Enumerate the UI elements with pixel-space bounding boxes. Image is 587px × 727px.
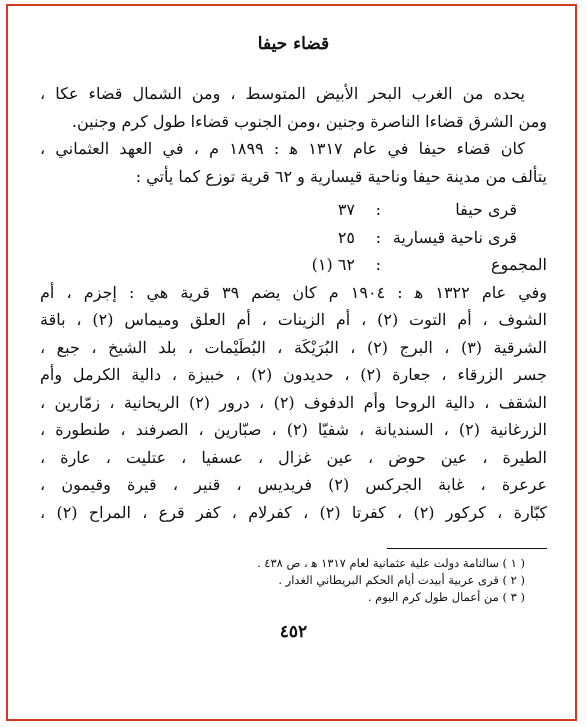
table-row-label: قرى حيفا <box>455 200 517 219</box>
table-total-value: ٦٢ (١) <box>311 255 355 274</box>
table-row-value: ٢٥ <box>337 227 355 247</box>
village-count-table <box>40 196 547 279</box>
table-row <box>40 224 547 252</box>
paragraph-3-line-7: الطيرة ، عين حوض ، عين غزال ، عسفيا ، عتليت ، عارة ، <box>40 447 547 467</box>
document-page <box>40 34 547 642</box>
paragraph-3-line-6: الزرغانية (٢) ، السنديانة ، شفيّا (٢) ، صبّارين ، الصرفند ، طنطورة ، <box>40 420 547 439</box>
table-total-row <box>40 251 547 279</box>
paragraph-1-line-1: يحده من الغرب البحر الأبيض المتوسط ، ومن الشمال قضاء عكا ، <box>40 84 525 103</box>
table-total-label: المجموع <box>491 255 547 274</box>
paragraph-1-line-2: ومن الشرق قضاءا الناصرة وجنين ،ومن الجنوب قضاءا طول كرم وجنين. <box>71 111 547 131</box>
paragraph-3-line-2: الشوف ، أم التوت (٢) ، أم الزينات ، أم العلق وميماس (٢) ، باقة <box>40 310 547 329</box>
table-row-separator: : <box>375 227 381 247</box>
page-number: ٤٥٢ <box>279 622 308 642</box>
paragraph-3-line-3: الشرقية (٣) ، البرج (٢) ، البُرَيْكَة ، البُطَيْمات ، بلد الشيخ ، جبع ، <box>40 337 547 357</box>
table-row <box>40 196 547 224</box>
paragraph-2-line-2: يتألف من مدينة حيفا وناحية قيسارية و ٦٢ قرية توزع كما يأتي : <box>135 166 547 186</box>
table-row-label: قرى ناحية قيسارية <box>392 227 517 247</box>
footnote-divider <box>387 548 547 549</box>
paragraph-3-line-4: جسر الزرقاء ، جعارة (٢) ، حديدون (٢) ، خبيزة ، دالية الكرمل وأم <box>40 365 547 384</box>
paragraph-3-line-8: عرعرة ، غابة الجركس (٢) فريديس ، قنير ، قيرة وقيمون ، <box>40 475 547 494</box>
footnote-1: ( ١ ) سالنامة دولت علية عثمانية لعام ١٣١٧ ﻫ ، ص ٤٣٨ . <box>256 556 525 570</box>
page-title: قضاء حيفا <box>257 34 330 54</box>
table-total-separator: : <box>375 255 381 274</box>
paragraph-3-line-9: كبّارة ، كركور (٢) ، كفرتا (٢) ، كفرلام ، كفر قرع ، المراح (٢) ، <box>40 502 547 522</box>
footnote-3: ( ٣ ) من أعمال طول كرم اليوم . <box>367 590 525 604</box>
paragraph-2-line-1: كان قضاء حيفا في عام ١٣١٧ ﻫ : ١٨٩٩ م ، في العهد العثماني ، <box>40 139 526 158</box>
paragraph-3-line-1: وفي عام ١٣٢٢ ﻫ : ١٩٠٤ م كان يضم ٣٩ قرية هي : إجزم ، أم <box>40 282 547 302</box>
table-row-separator: : <box>375 200 381 219</box>
paragraph-3-line-5: الشقف ، دالية الروحا وأم الدفوف (٢) ، درور (٢) الريحانية ، زمّارين ، <box>40 392 547 412</box>
footnote-2: ( ٢ ) قرى عربية أبيدت أيام الحكم البريطاني الغدار . <box>278 573 525 587</box>
table-row-value: ٣٧ <box>337 200 355 219</box>
